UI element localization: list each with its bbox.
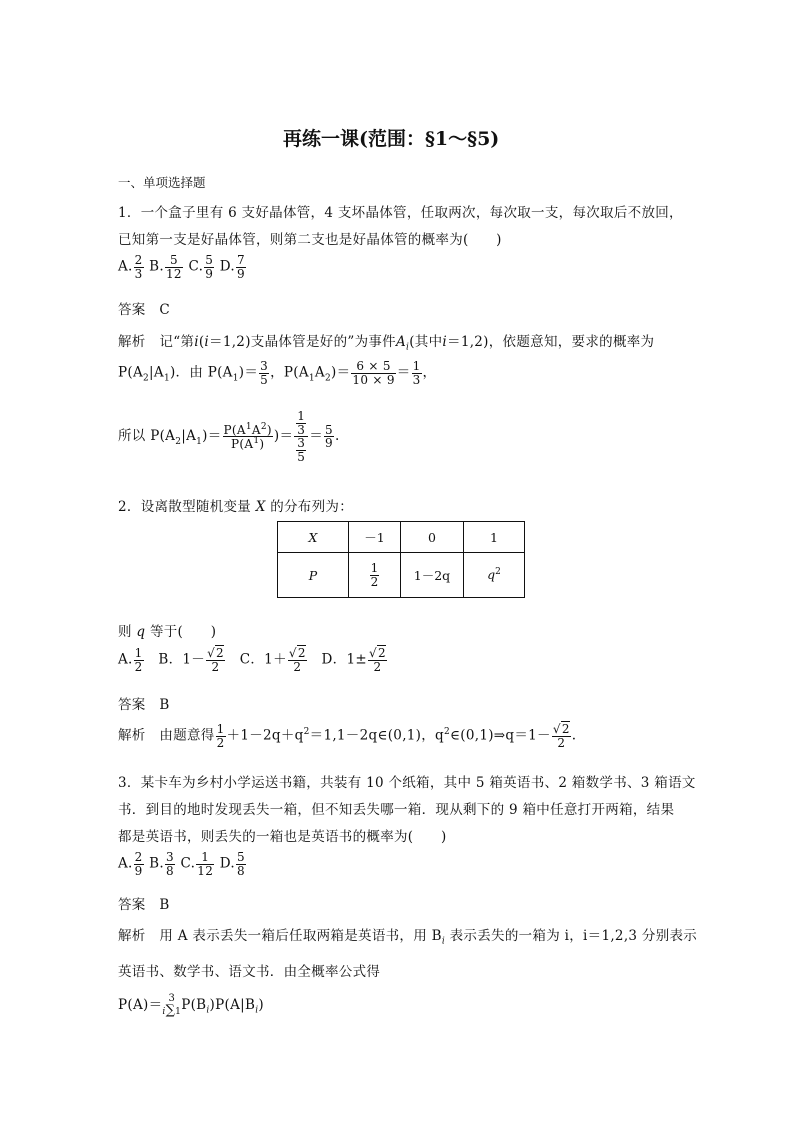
text: 解析 用 A 表示丢失一箱后任取两箱是英语书，用 B (118, 928, 442, 944)
text: 所以 P(A (118, 428, 176, 445)
numerator (223, 423, 273, 438)
q3-answer: 答案 B (118, 897, 170, 913)
var-i: i (204, 334, 210, 350)
var-i: i (194, 334, 199, 350)
text: ＝1,1－2q∈(0,1)，q (309, 727, 444, 744)
q3-stem-line3: 都是英语书，则丢失的一箱也是英语书的概率为( ) (118, 829, 447, 845)
denominator: 3 (134, 266, 143, 281)
numerator: 5 (325, 422, 333, 437)
q1-explanation-line3 (118, 410, 340, 463)
q3-stem-line2: 书．到目的地时发现丢失一箱，但不知丢失哪一箱．现从剩下的 9 箱中任意打开两箱，结果 (118, 802, 675, 818)
text: ＝ (396, 364, 411, 381)
table-cell: 1－2q (401, 553, 464, 598)
fraction (324, 424, 334, 450)
text: P(A (231, 437, 254, 452)
option-a-fraction (134, 851, 144, 877)
q2-ask (118, 620, 216, 640)
text: ＝ (309, 428, 324, 445)
numerator: 5 (205, 253, 214, 267)
table-row (278, 553, 525, 598)
text: ＋1－2q＋q (226, 727, 304, 744)
text: A (314, 364, 325, 381)
text: P(A (223, 422, 246, 437)
option-a-label: A. (118, 258, 133, 275)
subscript: 2 (175, 436, 182, 447)
text: 的分布列为： (265, 499, 354, 515)
denominator: 10 × 9 (352, 372, 395, 387)
text: )＝ (331, 364, 351, 381)
option-d-fraction (368, 647, 387, 673)
numerator: 3 (165, 850, 174, 864)
subscript: 1 (232, 373, 239, 384)
sqrt-sign: √ (368, 646, 377, 660)
text: ＝1,2)，依题意知，要求的概率为 (447, 334, 655, 350)
text: ∈(0,1)⇒q＝1－ (450, 727, 551, 744)
option-b-fraction (165, 851, 175, 877)
text: ( (198, 334, 205, 350)
superscript: 2 (443, 727, 451, 738)
sqrt-sign: √ (552, 722, 561, 736)
subscript: 2 (324, 373, 332, 384)
denominator: 12 (197, 863, 214, 878)
denominator: 8 (165, 863, 174, 878)
superscript: 1 (253, 436, 260, 447)
text: P(B (181, 997, 207, 1013)
text: 2．设离散型随机变量 (118, 499, 256, 515)
numerator: 3 (297, 436, 306, 451)
var-q: q (487, 567, 496, 583)
numerator: 3 (260, 359, 269, 373)
fraction (216, 723, 226, 749)
sum-lower: 1 (175, 1007, 182, 1017)
option-a-label: A. (118, 651, 133, 668)
q1-stem-line2: 已知第一支是好晶体管，则第二支也是好晶体管的概率为( ) (118, 232, 502, 248)
fraction (296, 410, 306, 436)
text: ) (258, 997, 264, 1013)
sum-upper: 3 (168, 993, 176, 1004)
denominator: 2 (370, 574, 379, 589)
text: )＝ (202, 428, 222, 445)
var-q: q (136, 624, 146, 640)
option-b-label: B. (149, 855, 164, 872)
var-a: A (395, 334, 407, 350)
text: (其中 (409, 334, 443, 350)
text: A (251, 422, 261, 437)
superscript: 2 (303, 727, 310, 738)
subscript: 1 (308, 373, 315, 384)
numerator (288, 647, 307, 661)
table-cell: 1 (464, 522, 525, 553)
option-d-fraction (236, 254, 246, 280)
numerator: 1 (370, 560, 379, 575)
option-c-label: C. (180, 855, 196, 872)
fraction (351, 360, 395, 386)
denominator: 9 (134, 863, 143, 878)
text: 则 (118, 624, 137, 640)
option-d-label: D. (219, 258, 235, 275)
q1-stem-line1: 1．一个盒子里有 6 支好晶体管，4 支坏晶体管，任取两次，每次取一支，每次取后不放回， (118, 205, 683, 221)
option-c-label: C. (188, 258, 204, 275)
fraction (259, 360, 269, 386)
option-c-fraction (196, 851, 214, 877)
denominator: 9 (325, 436, 333, 451)
subscript: i (406, 342, 410, 353)
subscript: 2 (143, 373, 150, 384)
q3-options (118, 851, 247, 877)
text: 等于( ) (145, 624, 217, 640)
numerator: 1 (134, 646, 143, 660)
denominator: 9 (205, 266, 214, 281)
numerator: 5 (236, 850, 245, 864)
denominator: 3 (412, 372, 421, 387)
text: ， (422, 364, 437, 381)
denominator: 2 (211, 659, 220, 674)
option-b-fraction (206, 647, 225, 673)
table-cell: X (278, 522, 349, 553)
radicand: 2 (216, 646, 224, 660)
numerator: 7 (236, 253, 245, 267)
distribution-table (277, 521, 525, 598)
option-b-fraction (165, 254, 183, 280)
subscript: i (255, 1005, 259, 1016)
q2-stem (118, 495, 353, 515)
radicand: 2 (561, 722, 570, 736)
superscript: 2 (260, 421, 267, 432)
fraction (412, 360, 422, 386)
superscript: 1 (245, 421, 252, 432)
denominator: 12 (165, 266, 182, 281)
numerator: 5 (165, 254, 183, 268)
fraction (370, 562, 380, 588)
var-x: X (255, 499, 266, 515)
q2-explanation (118, 723, 576, 749)
text: )．由 P(A (169, 364, 233, 381)
option-a-label: A. (118, 855, 133, 872)
subscript: i (206, 1005, 210, 1016)
text: )P(A|B (209, 997, 256, 1013)
q3-explanation-line3 (118, 993, 264, 1017)
numerator: 1 (216, 722, 225, 736)
fraction (296, 437, 306, 463)
option-b-label: B. (149, 258, 164, 275)
denominator: 2 (134, 659, 143, 674)
table-cell (349, 553, 401, 598)
text: ，P(A (270, 364, 309, 381)
q2-options (118, 647, 388, 673)
fraction (552, 723, 571, 749)
text: |A (181, 428, 197, 445)
numerator: 1 (412, 359, 421, 373)
numerator (552, 723, 571, 737)
text: P(A (118, 364, 143, 381)
table-cell: 0 (401, 522, 464, 553)
text: ＝1,2)支晶体管是好的”为事件 (209, 334, 396, 350)
text: 表示丢失的一箱为 i，i＝1,2,3 分别表示 (445, 928, 698, 944)
numerator: 6 × 5 (351, 360, 395, 374)
denominator: 2 (557, 735, 566, 750)
numerator: 1 (297, 409, 306, 423)
numerator (368, 647, 387, 661)
table-cell (464, 553, 525, 598)
subscript: 1 (196, 436, 203, 447)
denominator: 5 (260, 372, 269, 387)
text: . (334, 428, 340, 445)
text: )＝ (238, 364, 259, 381)
option-a-fraction (134, 254, 144, 280)
text: )＝ (273, 428, 294, 445)
section-heading: 一、单项选择题 (118, 175, 206, 190)
radicand: 2 (377, 646, 386, 660)
denominator (223, 437, 273, 451)
text: 解析 记“第 (118, 334, 195, 350)
sum-index: i (162, 1007, 166, 1017)
subscript: i (441, 936, 446, 947)
fraction (223, 423, 273, 451)
denominator: 3 (297, 422, 306, 437)
subscript: 1 (163, 373, 170, 384)
denominator (294, 437, 308, 463)
denominator: 2 (373, 659, 382, 674)
option-a-fraction (134, 647, 144, 673)
sum-sign: ∑ (165, 1003, 176, 1018)
numerator (206, 647, 225, 661)
sqrt-sign: √ (207, 646, 216, 660)
text: ) (259, 437, 265, 452)
text: 解析 由题意得 (118, 727, 215, 744)
option-c-fraction (204, 254, 214, 280)
q2-answer: 答案 B (118, 697, 170, 713)
q3-explanation-line2: 英语书、数学书、语文书．由全概率公式得 (118, 964, 381, 980)
q1-options (118, 254, 247, 280)
page-title: 再练一课(范围：§1～§5) (283, 128, 500, 150)
table-row (278, 522, 525, 553)
option-b-label: B．1－ (158, 651, 206, 668)
table-cell: －1 (349, 522, 401, 553)
denominator: 2 (293, 659, 302, 674)
summation (162, 994, 181, 1017)
numerator (294, 410, 308, 437)
text: . (571, 727, 577, 744)
option-d-label: D. (219, 855, 235, 872)
numerator: 2 (134, 253, 143, 267)
option-c-fraction (288, 647, 307, 673)
sqrt-sign: √ (288, 646, 297, 660)
denominator: 2 (216, 735, 225, 750)
option-d-label: D．1± (321, 651, 367, 668)
var-i: i (442, 334, 448, 350)
text: |A (149, 364, 164, 381)
q3-explanation-line1 (118, 924, 697, 947)
numerator: 2 (134, 850, 143, 864)
superscript: 2 (495, 567, 501, 578)
table-cell: P (278, 553, 349, 598)
denominator: 9 (236, 266, 245, 281)
compound-fraction (294, 410, 308, 463)
radicand: 2 (297, 646, 306, 660)
q1-explanation-line2 (118, 360, 436, 386)
option-d-fraction (236, 851, 246, 877)
q1-explanation-line1 (118, 330, 654, 353)
option-c-label: C．1＋ (239, 651, 287, 668)
denominator: 8 (236, 863, 245, 878)
q3-stem-line1: 3．某卡车为乡村小学运送书籍，共装有 10 个纸箱，其中 5 箱英语书、2 箱数学书、3 箱语文 (118, 775, 696, 791)
numerator: 1 (196, 851, 214, 865)
denominator: 5 (297, 449, 306, 464)
q1-answer: 答案 C (118, 302, 171, 318)
text: ) (266, 422, 272, 437)
text: P(A)＝ (118, 997, 163, 1013)
